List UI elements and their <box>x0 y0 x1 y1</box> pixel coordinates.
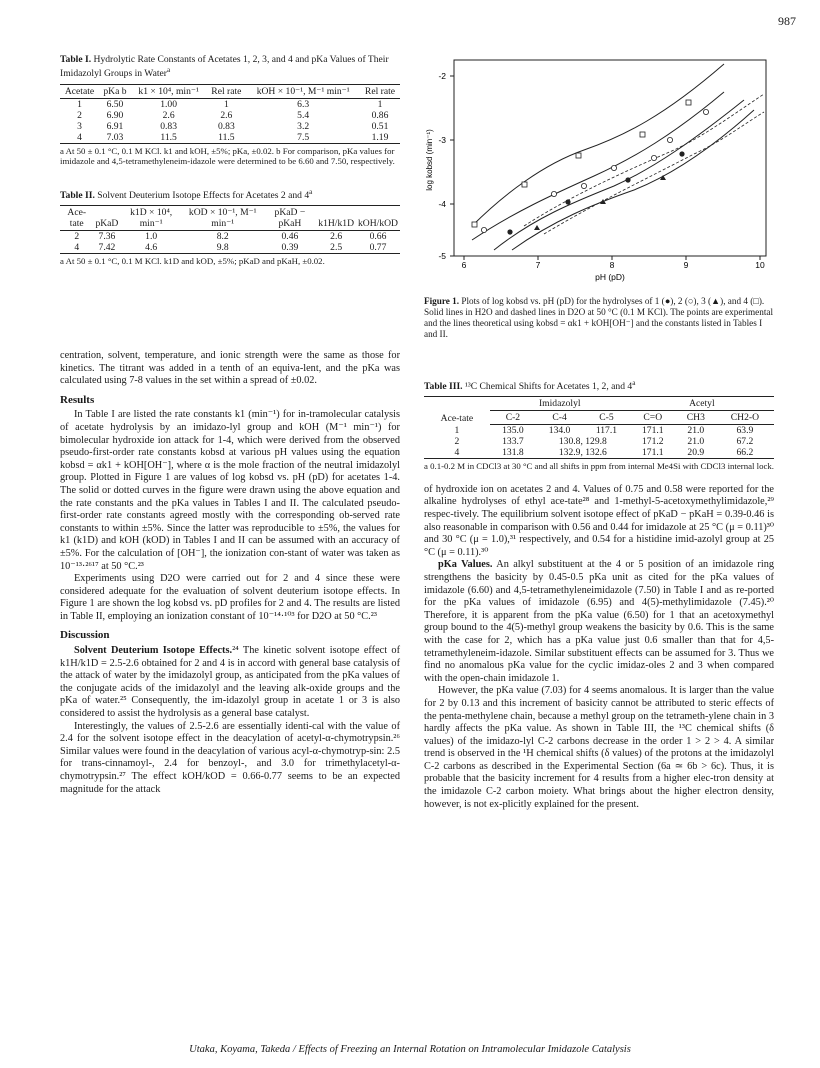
point-1 <box>679 151 684 156</box>
table-cell: 6.90 <box>106 109 124 121</box>
table-cell: 8.2 <box>216 231 229 243</box>
table-cell: 0.77 <box>356 242 400 254</box>
isotope-text: ²⁴ The kinetic solvent isotope effect of k1H/k1D = 2.5-2.6 obtained for 2 and 4 is in accord with general base catalysis of the attack of water by the imidazolyl group, as anticipated from the pKa values of the conjugate acids of the imidazolyl and the leaving alk-oxide groups and the pKa of water.²⁵ Consequently, the im-idazolyl group in acetate 1 or 3 is also considered to assist the hydrolysis as a general base catalyst. <box>60 645 401 720</box>
table3-caption <box>424 378 774 392</box>
point-4 <box>576 153 581 158</box>
table-cell: 3.2 <box>297 120 310 132</box>
table-cell: 21.0 <box>687 436 705 448</box>
table-cell: 0.51 <box>371 120 389 132</box>
table-cell: 11.5 <box>206 132 246 144</box>
table1-header: k1 × 10⁴, min⁻¹ <box>131 84 206 98</box>
y-tick-label: -4 <box>438 199 446 209</box>
table-row <box>60 242 400 254</box>
table-cell: 171.1 <box>641 425 664 437</box>
table1-header: pKa b <box>99 84 131 98</box>
point-4 <box>472 222 477 227</box>
table-row <box>60 231 400 243</box>
left-column <box>60 54 400 266</box>
table3-label: Table III. <box>424 381 463 392</box>
right-column <box>424 378 774 811</box>
table-cell: 1.19 <box>360 132 400 144</box>
table-cell: 6.50 <box>106 98 124 110</box>
table-cell: 0.83 <box>217 120 235 132</box>
table-cell: 66.2 <box>716 447 774 459</box>
table3-header: C-4 <box>536 411 583 425</box>
table-cell: 7.5 <box>246 132 360 144</box>
table3-group-imidazolyl: Imidazolyl <box>490 397 630 411</box>
point-4 <box>522 182 527 187</box>
table-cell: 6.91 <box>106 120 124 132</box>
table-cell: 1 <box>377 98 383 110</box>
table-row <box>60 132 400 144</box>
table-cell: 4.6 <box>120 242 182 254</box>
table1-header: Rel rate <box>206 84 246 98</box>
table3-title: ¹³C Chemical Shifts for Acetates 1, 2, and 4 <box>464 381 633 392</box>
table3-footnote: a 0.1-0.2 M in CDCl3 at 30 °C and all shifts in ppm from internal Me4Si with CDCl3 internal lock. <box>424 461 774 472</box>
table-cell: 2.6 <box>162 109 175 121</box>
point-3 <box>534 225 540 230</box>
left-body-text <box>60 350 400 796</box>
point-1 <box>625 177 630 182</box>
point-4 <box>640 132 645 137</box>
page-number: 987 <box>778 14 796 28</box>
table-cell: 133.7 <box>502 436 524 448</box>
table-cell: 2 <box>77 109 82 121</box>
table-cell: 7.42 <box>93 242 120 254</box>
point-1 <box>507 229 512 234</box>
figure1-label: Figure 1. <box>424 296 460 306</box>
table2-header: Ace-tate <box>60 206 93 231</box>
table2-mark: a <box>309 187 313 196</box>
paragraph-methods-end: centration, solvent, temperature, and ionic strength were the same as those for kinetics. The titrant was added in a tenth of an equiva-lent, and the pKa was calculated using 7-8 values in the set within a spread of ±0.02. <box>60 350 400 387</box>
table-cell: 134.0 <box>548 425 571 437</box>
table2-header: kOH/kOD <box>356 206 400 231</box>
table-cell: 0.39 <box>264 242 317 254</box>
table-cell: 131.8 <box>490 447 536 459</box>
table1-header: Rel rate <box>360 84 400 98</box>
table3-header: C-5 <box>583 411 630 425</box>
table1-label: Table I. <box>60 54 92 65</box>
figure1-plot <box>424 54 774 290</box>
table-cell: 5.4 <box>297 109 310 121</box>
table1-header: Acetate <box>60 84 99 98</box>
table3-header: CH3 <box>676 411 716 425</box>
table-cell: 171.1 <box>630 447 676 459</box>
isotope-head: Solvent Deuterium Isotope Effects. <box>74 645 233 657</box>
table2-title: Solvent Deuterium Isotope Effects for Acetates 2 and 4 <box>97 189 310 201</box>
table-cell: 7.03 <box>99 132 131 144</box>
table2-label: Table II. <box>60 189 95 201</box>
table-cell: 1.0 <box>145 231 158 243</box>
x-tick-label: 10 <box>755 260 765 270</box>
table-row <box>60 110 400 121</box>
table-cell: 4 <box>60 242 93 254</box>
paragraph-results-1: In Table I are listed the rate constants k1 (min⁻¹) for in-tramolecular catalysis of acetate hydrolysis by an imidazo-lyl group and kOH (M⁻¹ min⁻¹) for bimolecular hydroxide ion attack for 1-4, which were derived from the observed pseudo-first-order rate constants kobsd at various pH values using the equation kobsd = αk1 + kOH[OH⁻], where α is the mole fraction of the neutral imidazolyl group. Plotted in Figure 1 are values of log kobsd vs. pH (pD) for acetates 1-4. The solid or dotted curves in the figure were drawn using the above equation and the rate constants and the pKa values in Tables I and II. The calculated pseudo-first-order rate constants agreed mostly with the corresponding ob-served rate constants to within ±5%. Since the latter was reproducible to ±5%, the values for k1 (k1D) and kOH (kOD) in Tables I and II can be assumed with an accuracy of ±5%. For the calculation of [OH⁻], the ionization con-stant of water was taken as 10⁻¹³·²⁶¹⁷ at 50 °C.²³ <box>60 409 400 572</box>
table1-header: kOH × 10⁻¹, M⁻¹ min⁻¹ <box>246 84 360 98</box>
figure1-caption-text: Plots of log kobsd vs. pH (pD) for the hydrolyses of 1 (●), 2 (○), 3 (▲), and 4 (□). Solid lines in H2O and dashed lines in D2O at 50 °C (0.1 M KCl). The points are experimental and the lines theoretical using kobsd = αk1 + kOH[OH⁻] and the constants listed in Tables I and II. <box>424 296 774 339</box>
paragraph-hydroxide: of hydroxide ion on acetates 2 and 4. Values of 0.75 and 0.58 were reported for the alkaline hydrolyses of ethyl ace-tate²⁸ and 1-methyl-5-acetoxymethylimidazole,²⁹ respec-tively. The equilibrium solvent isotope effect of pKaD − pKaH = 0.39-0.46 is also reasonable in comparison with 0.56 and 0.44 for imidazole at 25 °C (μ = 0.11)³⁰ and 30 °C (μ = 1.0),³¹ respectively, and 0.54 for a histidine imid-azolyl group at 25 °C (μ = 0.11).³⁰ <box>424 483 774 558</box>
table-cell: 0.46 <box>281 231 299 243</box>
x-tick-label: 9 <box>683 260 689 270</box>
table-row <box>424 425 774 437</box>
table-cell: 0.66 <box>369 231 387 243</box>
table-cell: 1 <box>77 98 82 110</box>
table-cell: 2.6 <box>220 109 233 121</box>
point-2 <box>481 227 486 232</box>
table-cell: 4 <box>60 132 99 144</box>
table1-footnote: a At 50 ± 0.1 °C, 0.1 M KCl. k1 and kOH, ±5%; pKa, ±0.02. b For comparison, pKa values for imidazole and 4,5-tetramethyleneim-idazole were determined to be 6.60 and 7.50, respectively. <box>60 145 395 167</box>
table3-group-acetyl: Acetyl <box>630 397 774 411</box>
table1 <box>60 84 400 144</box>
curve-4-h2o <box>472 64 724 226</box>
paragraph-pka-values <box>424 559 774 685</box>
table-cell: 2.5 <box>316 242 356 254</box>
table-row <box>424 447 774 459</box>
table-cell: 20.9 <box>676 447 716 459</box>
table-row <box>424 436 774 447</box>
table2-footnote: a At 50 ± 0.1 °C, 0.1 M KCl. k1D and kOD, ±5%; pKaD and pKaH, ±0.02. <box>60 256 325 267</box>
curve-3-h2o <box>512 110 754 250</box>
table-cell: 63.9 <box>736 425 754 437</box>
table-cell: 117.1 <box>595 425 618 437</box>
table2-header: k1H/k1D <box>316 206 356 231</box>
point-2 <box>581 183 586 188</box>
table-cell: 21.0 <box>687 425 705 437</box>
point-4 <box>686 100 691 105</box>
table3-header: CH2-O <box>716 411 774 425</box>
paragraph-chymotrypsin: Interestingly, the values of 2.5-2.6 are essentially identi-cal with the value of 2.4 for the solvent isotope effect in the deacylation of acetyl-α-chymotrypsin.²⁶ Similar values were found in the deacylation of various acyl-α-chymotryp-sin: 2.5 for trans-cinnamoyl-, 2.4 for benzoyl-, and 3.0 for trimethylacetyl-α-chymotrypsin.²⁷ The effect kOH/kOD = 0.66-0.77 seems to be an expected magnitude for the attack <box>60 720 400 795</box>
curve-2-h2o <box>472 92 724 240</box>
running-footer: Utaka, Koyama, Takeda / Effects of Freezing an Internal Rotation on Intramolecular Imidazole Catalysis <box>189 1044 631 1055</box>
table2-header: k1D × 10⁴, min⁻¹ <box>120 206 182 231</box>
table-cell: 1.00 <box>160 98 178 110</box>
figure1-caption <box>424 296 774 340</box>
x-axis <box>462 256 765 270</box>
plot-frame <box>454 60 766 256</box>
figure1 <box>424 54 774 290</box>
point-2 <box>551 191 556 196</box>
heading-results: Results <box>60 393 95 406</box>
table2 <box>60 205 400 254</box>
table2-header: kOD × 10⁻¹, M⁻¹ min⁻¹ <box>182 206 264 231</box>
y-tick-label: -5 <box>438 251 446 261</box>
table-cell: 4 <box>424 447 490 459</box>
pka-head: pKa Values. <box>438 559 493 571</box>
table-cell: 0.86 <box>371 109 389 121</box>
x-tick-label: 7 <box>535 260 541 270</box>
paragraph-isotope <box>60 645 400 721</box>
table-cell: 67.2 <box>736 436 754 448</box>
y-tick-label: -3 <box>438 135 446 145</box>
point-2 <box>667 137 672 142</box>
table-cell: 171.2 <box>641 436 664 448</box>
point-3 <box>600 199 606 204</box>
x-axis-label: pH (pD) <box>595 272 625 282</box>
table-cell: 11.5 <box>131 132 206 144</box>
point-2 <box>703 109 708 114</box>
table1-mark: a <box>166 66 171 75</box>
table3-mark: a <box>632 379 636 387</box>
table2-caption <box>60 187 400 201</box>
table-cell: 2 <box>454 436 460 448</box>
table3-header: C-2 <box>490 411 536 425</box>
table-cell: 2.6 <box>330 231 343 243</box>
table2-header: pKaD <box>93 206 120 231</box>
table-cell: 7.36 <box>98 231 116 243</box>
table-cell: 135.0 <box>502 425 524 437</box>
table1-title: Hydrolytic Rate Constants of Acetates 1, 2, 3, and 4 and pKa Values of Their Imidazolyl Groups in Water <box>60 54 389 80</box>
table1-caption <box>60 54 400 80</box>
paragraph-results-2: Experiments using D2O were carried out for 2 and 4 since these were considered adequate for the evaluation of solvent deuterium isotope effects. In Figure 1 are shown the log kobsd vs. pD profiles for 2 and 4. The results are listed in Table II, employing an ionization constant of 10⁻¹⁴·¹⁰³ for D2O at 50 °C.²³ <box>60 573 400 622</box>
table3-header-acetate: Ace-tate <box>424 397 490 425</box>
table-cell: 130.8, 129.8 <box>558 436 607 448</box>
table-cell: 1 <box>223 98 229 110</box>
table-cell: 2 <box>74 231 80 243</box>
table-row <box>60 121 400 132</box>
y-tick-label: -2 <box>438 71 446 81</box>
table-cell: 0.83 <box>160 120 178 132</box>
table-cell: 3 <box>77 120 82 132</box>
table-cell: 132.9, 132.6 <box>536 447 630 459</box>
table-cell: 1 <box>454 425 460 437</box>
table-row <box>60 98 400 110</box>
point-1 <box>565 199 570 204</box>
table3-header: C=O <box>630 411 676 425</box>
table-cell: 9.8 <box>182 242 264 254</box>
table3 <box>424 396 774 459</box>
paragraph-anomalous: However, the pKa value (7.03) for 4 seems anomalous. It is larger than the value for 2 by 0.13 and this increment of basicity cannot be attributed to steric effects of the penta-methylene chain, because a methyl group on the tetrameth-ylene chain in 3 hardly affects the pKa value. As shown in Table III, the ¹³C chemical shifts (δ values) of the imidazo-lyl C-2 carbons decrease in the order 1 > 2 > 4. A similar trend is observed in the ¹H chemical shifts (δ values) of the protons at the imidazolyl C-2 carbons as described in the Experimental Section (6a ≃ 6b > 6c). Thus, it is probable that the basicity increment for 4 results from a higher elec-tron density at the imidazole C-2 carbon moiety. What brings about the higher electron density, however, is not ex-plicitly explained for the present. <box>424 685 774 810</box>
x-tick-label: 8 <box>609 260 615 270</box>
table2-header: pKaD − pKaH <box>264 206 317 231</box>
table-cell: 6.3 <box>297 98 310 110</box>
x-tick-label: 6 <box>461 260 467 270</box>
point-2 <box>651 155 656 160</box>
pka-text: An alkyl substituent at the 4 or 5 position of an imidazole ring strengthens the basicity by 0.45-0.5 pKa unit as cited for the pKa values of imidazole (6.60) and 4,5-tetramethyleneimidazole (7.50) in Table I and as re-ported for the pKa values of imidazole (6.95) and 4(5)-methylimidazole (7.45).²⁰ Therefore, it is apparent from the pKa value (6.50) for 1 that an acetoxymethyl group bound to the 4(5)-methyl group weakens the basicity by 0.6. This is the same with the case for 2, which has a pKa value just 0.6 smaller than that for 4,5-tetramethyleneim-idazole. Similar substituent effects can be assumed for 3. Thus we find no anomalous pKa value for the cyclic imidaz-oles 2 and 3 when compared with the open-chain imidazole 1. <box>424 559 774 684</box>
heading-discussion: Discussion <box>60 629 110 642</box>
y-axis <box>438 71 454 261</box>
point-2 <box>611 165 616 170</box>
y-axis-label: log kobsd (min⁻¹) <box>425 129 434 191</box>
